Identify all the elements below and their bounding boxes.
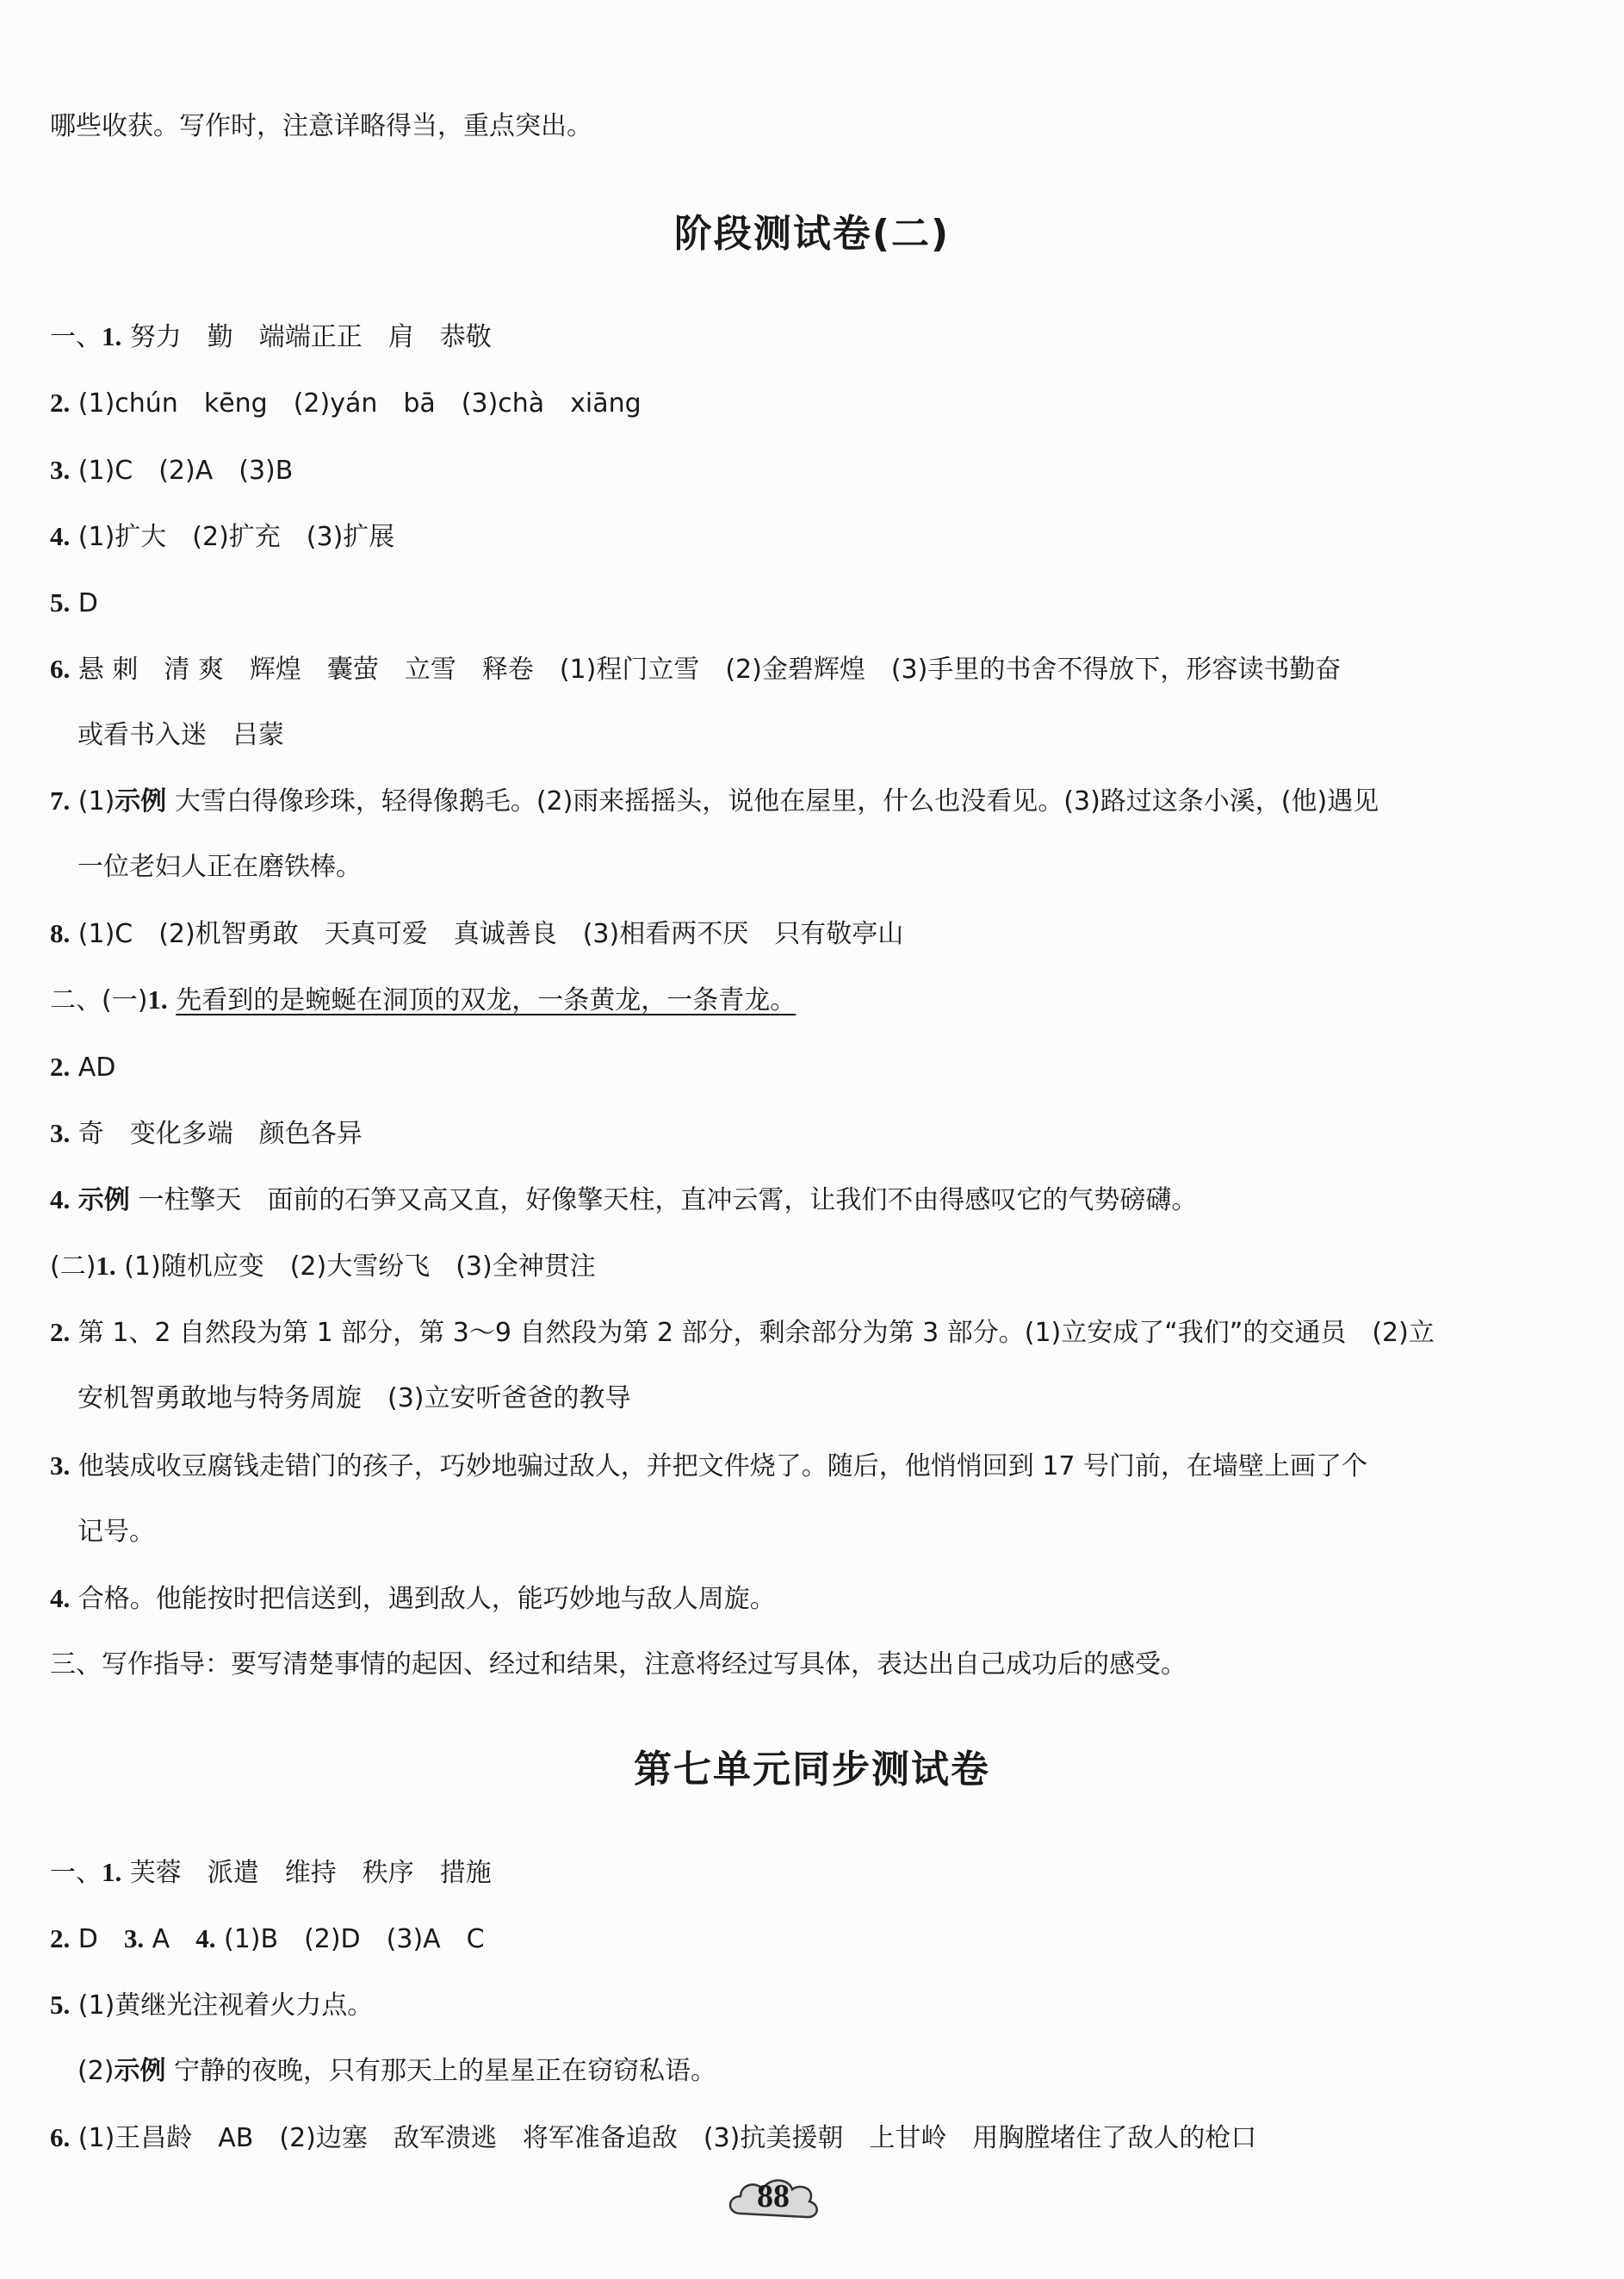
writing-guidance: 三、写作指导：要写清楚事情的起因、经过和结果，注意将经过写具体，表达出自己成功后的感受。: [50, 1649, 1187, 1680]
question-number: 3.: [50, 1118, 71, 1148]
answer-line: [50, 2121, 1572, 2156]
answer-line: [50, 519, 1572, 555]
answer-line: [50, 1988, 1572, 2023]
answer-text: 奇 变化多端 颜色各异: [70, 1119, 363, 1149]
question-number: 3.: [50, 1450, 71, 1481]
part-label: 一、: [50, 322, 102, 352]
answer-line: [50, 916, 1572, 952]
answer-continuation: [77, 850, 1572, 885]
answer-text: 悬 刺 清 爽 辉煌 囊萤 立雪 释卷 (1)程门立雪 (2)金碧辉煌 (3)手里的书舍不得放下，形容读书勤奋: [70, 655, 1342, 685]
answer-text: 一柱擎天 面前的石笋又高又直，好像擎天柱，直冲云霄，让我们不由得感叹它的气势磅礴。: [129, 1185, 1198, 1215]
question-number: 4.: [195, 1923, 216, 1953]
question-number: 4.: [50, 1184, 71, 1214]
page-number-badge: [722, 2170, 825, 2226]
intro-text: 哪些收获。写作时，注意详略得当，重点突出。: [50, 111, 592, 141]
answer-continuation: [77, 1515, 1572, 1549]
answer-text: 宁静的夜晚，只有那天上的星星正在窃窃私语。: [165, 2056, 717, 2086]
answer-text: 第 1、2 自然段为第 1 部分，第 3～9 自然段为第 2 部分，剩余部分为第 3 部分。(1)立安成了“我们”的交通员 (2)立: [70, 1318, 1435, 1348]
answer-text: (1)黄继光注视着火力点。: [70, 1990, 374, 2021]
page-number: 88: [757, 2178, 790, 2214]
answer-line: [50, 652, 1572, 687]
question-number: 1.: [96, 1251, 116, 1281]
example-label: 示例: [77, 1185, 130, 1215]
question-number: 2.: [50, 1052, 71, 1082]
answer-line: [50, 320, 1572, 355]
answer-line: [50, 1116, 1572, 1152]
answer-text: (1): [70, 786, 115, 817]
answer-line: [50, 1922, 1572, 1957]
question-number: 6.: [50, 2122, 71, 2152]
underlined-answer: 先看到的是蜿蜒在洞顶的双龙，一条黄龙，一条青龙。: [176, 985, 797, 1015]
part-label: (二): [50, 1251, 96, 1282]
answer-text: D: [70, 1924, 124, 1954]
answer-line: [50, 386, 1572, 421]
question-number: 2.: [50, 1317, 71, 1347]
part-label: 一、: [50, 1858, 102, 1888]
answer-text: 一位老妇人正在磨铁棒。: [77, 852, 362, 882]
question-number: 7.: [50, 786, 71, 816]
answer-text: 合格。他能按时把信送到，遇到敌人，能巧妙地与敌人周旋。: [70, 1584, 776, 1614]
answer-line: [50, 586, 1572, 621]
question-number: 1.: [102, 321, 122, 351]
answer-line: [50, 1050, 1572, 1085]
question-number: 8.: [50, 918, 71, 948]
answer-text: AD: [70, 1053, 116, 1083]
answer-line: [50, 1315, 1572, 1351]
example-label: 示例: [114, 2056, 166, 2086]
answer-line: [50, 453, 1572, 488]
answer-text: 安机智勇敢地与特务周旋 (3)立安听爸爸的教导: [77, 1383, 631, 1413]
section-title-unit-7-test: 第七单元同步测试卷: [634, 1748, 990, 1792]
answer-line: [50, 1249, 1572, 1284]
answer-line: [50, 1855, 1572, 1891]
question-number: 6.: [50, 654, 71, 684]
sub-number: (2): [77, 2056, 115, 2086]
answer-continuation: [77, 2054, 1572, 2089]
answer-text: (1)C (2)A (3)B: [70, 456, 294, 486]
question-number: 2.: [50, 1923, 71, 1953]
answer-line: [50, 784, 1572, 819]
answer-text: (1)扩大 (2)扩充 (3)扩展: [70, 522, 395, 552]
answer-line: [50, 1183, 1572, 1218]
answer-text: 大雪白得像珍珠，轻得像鹅毛。(2)雨来摇摇头，说他在屋里，什么也没看见。(3)路过这条小溪，(他)遇见: [166, 786, 1379, 817]
answer-text: D: [70, 588, 98, 618]
answer-continuation: [77, 1382, 1572, 1416]
answer-text: (1)王昌龄 AB (2)边塞 敌军溃逃 将军准备追敌 (3)抗美援朝 上甘岭 用胸膛堵住了敌人的枪口: [70, 2123, 1257, 2153]
answer-text: 记号。: [77, 1517, 155, 1547]
answer-text: (1)B (2)D (3)A C: [215, 1924, 485, 1954]
example-label: 示例: [115, 786, 167, 817]
spacer: [168, 985, 177, 1015]
answer-text: (1)随机应变 (2)大雪纷飞 (3)全神贯注: [115, 1251, 596, 1282]
question-number: 3.: [123, 1923, 145, 1953]
answer-text: 或看书入迷 吕蒙: [77, 720, 284, 750]
section-title-stage-test-2: 阶段测试卷(二): [673, 212, 951, 256]
question-number: 2.: [50, 388, 71, 418]
answer-text: 努力 勤 端端正正 肩 恭敬: [121, 322, 492, 352]
question-number: 4.: [50, 1583, 71, 1613]
answer-text: 芙蓉 派遣 维持 秩序 措施: [121, 1858, 492, 1888]
part-label: 二、(一): [50, 985, 148, 1015]
question-number: 3.: [50, 455, 71, 485]
answer-line: [50, 1449, 1572, 1484]
answer-text: (1)C (2)机智勇敢 天真可爱 真诚善良 (3)相看两不厌 只有敬亭山: [70, 919, 904, 949]
answer-text: (1)chún kēng (2)yán bā (3)chà xiāng: [70, 388, 642, 419]
question-number: 1.: [102, 1857, 122, 1887]
spacer: [70, 1185, 78, 1215]
question-number: 4.: [50, 521, 71, 551]
answer-text: 他装成收豆腐钱走错门的孩子，巧妙地骗过敌人，并把文件烧了。随后，他悄悄回到 17 号门前，在墙壁上画了个: [70, 1451, 1368, 1481]
answer-continuation: [77, 718, 1572, 753]
answer-line: [50, 1648, 1572, 1682]
answer-line: [50, 983, 1572, 1018]
question-number: 5.: [50, 1990, 71, 2020]
question-number: 5.: [50, 587, 71, 618]
question-number: 1.: [147, 984, 168, 1015]
answer-text: A: [144, 1924, 196, 1954]
answer-line: [50, 1581, 1572, 1617]
intro-line: [50, 109, 1572, 144]
